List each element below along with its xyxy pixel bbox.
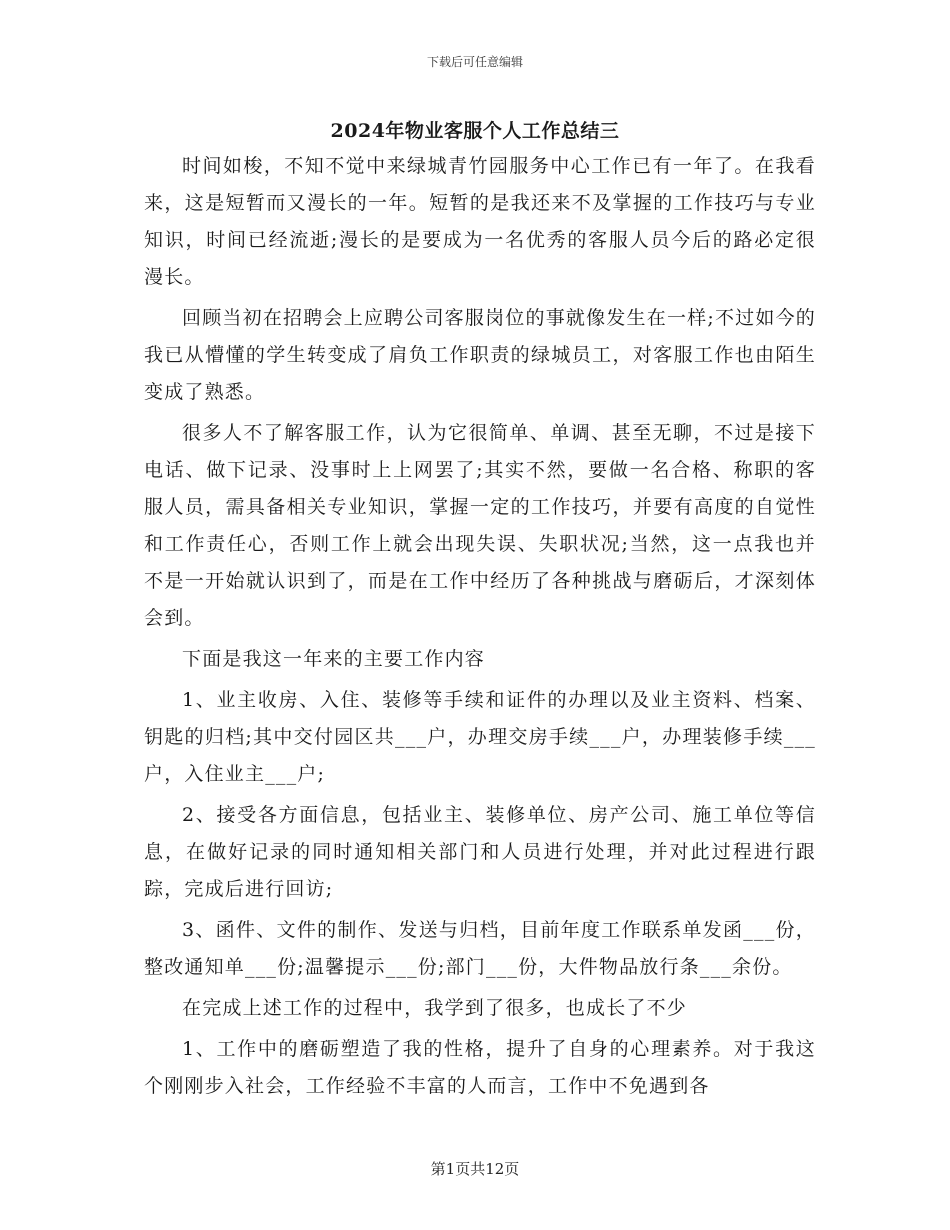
paragraph: 2、接受各方面信息，包括业主、装修单位、房产公司、施工单位等信息，在做好记录的同时通知相关部门和人员进行处理，并对此过程进行跟踪，完成后进行回访;	[144, 804, 816, 900]
paragraph: 1、工作中的磨砺塑造了我的性格，提升了自身的心理素养。对于我这个刚刚步入社会，工作经验不丰富的人而言，工作中不免遇到各	[144, 1038, 816, 1097]
paragraph: 1、业主收房、入住、装修等手续和证件的办理以及业主资料、档案、钥匙的归档;其中交付园区共___户，办理交房手续___户，办理装修手续___户，入住业主___户;	[144, 689, 816, 785]
paragraph: 很多人不了解客服工作，认为它很简单、单调、甚至无聊，不过是接下电话、做下记录、没事时上上网罢了;其实不然，要做一名合格、称职的客服人员，需具备相关专业知识，掌握一定的工作技巧，并要有高度的自觉性和工作责任心，否则工作上就会出现失误、失职状况;当然，这一点我也并不是一开始就认识到了，而是在工作中经历了各种挑战与磨砺后，才深刻体会到。	[144, 422, 816, 629]
header-note: 下载后可任意编辑	[426, 55, 523, 69]
paragraph: 在完成上述工作的过程中，我学到了很多，也成长了不少	[182, 997, 688, 1019]
paragraph: 时间如梭，不知不觉中来绿城青竹园服务中心工作已有一年了。在我看来，这是短暂而又漫长的一年。短暂的是我还来不及掌握的工作技巧与专业知识，时间已经流逝;漫长的是要成为一名优秀的客服人员今后的路必定很漫长。	[144, 155, 816, 288]
document-body	[144, 148, 816, 1109]
page-footer: 第1页共12页	[430, 1160, 520, 1178]
paragraph: 下面是我这一年来的主要工作内容	[182, 648, 486, 670]
paragraph: 3、函件、文件的制作、发送与归档，目前年度工作联系单发函___份，整改通知单___份;温馨提示___份;部门___份，大件物品放行条___余份。	[144, 919, 816, 978]
document-title: 2024年物业客服个人工作总结三	[330, 120, 620, 142]
paragraph: 回顾当初在招聘会上应聘公司客服岗位的事就像发生在一样;不过如今的我已从懵懂的学生转变成了肩负工作职责的绿城员工，对客服工作也由陌生变成了熟悉。	[144, 307, 816, 403]
